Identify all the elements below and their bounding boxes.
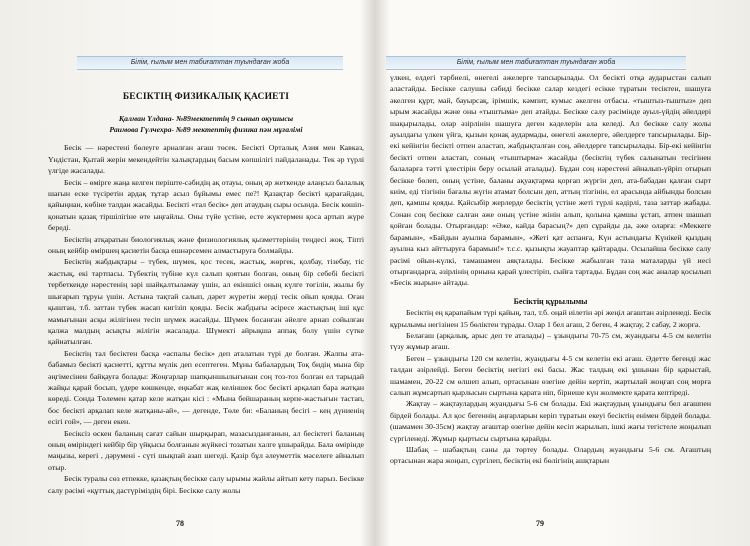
right-page-content bbox=[390, 72, 711, 467]
paragraph: Бесік туралы сөз етпекке, қазақтың бесікке салу ырымы жайлы айтып кету парыз. Бесікке салу рәсімі «құттық дастүріміздің бірі. Бесікке салу жолы bbox=[48, 474, 364, 495]
paragraph: Бесік – өмірге жаңа келген періште-сәбидің ақ отауы, оның әр жеткенде алаңсыз балалық шағын еске түсіретін ардақ тұтар асыл бұйымы емес пе?! Қазақтар бесікті қарағайдан, қайыңнан, көбіне талдан жасайды. Бесікті «тал бесік» деп атаудың сыры осында. Бесік көшіп-қонатын қазақ тіршілігіне өте ыңғайлы. Оны түйе үстіне, есте жүктермен қоса артып жүре береді. bbox=[48, 177, 364, 233]
author-line-2: Раимова Гүлчехра- №89 мектептің физика пән мұғалімі bbox=[109, 125, 303, 135]
paragraph: Бесік — нәрестені бөлеуге арналған ағаш төсек. Бесікті Орталық Азия мен Кавказ, Үндістан, Қытай жерін мекендейтін халықтардың басым көпшілігі пайдаланады. Тек әр түрлі үлгіде жасалады. bbox=[48, 143, 364, 176]
paragraph: Беген – ұзындығы 120 см келетін, жуандығы 4-5 см келетін екі ағаш. Әдетте бегенді жас талдан әзірлейді. Беген бесіктің негізгі екі басы. Жас талдың екі ұшынан бір қарыстай, шамамен, 20-22 см өлшеп алып, ортасынан өзегіне дейін кертіп, жартылай жоңғап соң морға салып жұмсартып қырлысын сыртына қарата иіп, бірнеше күн жолмекте қарата кептіреді. bbox=[390, 353, 711, 397]
paragraph: Белағаш (арқалық, арыс деп те аталады) – ұзындығы 70-75 см, жуандығы 4-5 см келетін түзу жұмыр ағаш. bbox=[390, 330, 711, 352]
page-header: Білім, ғылым мен табиғаттан туындаған жоба bbox=[386, 56, 686, 70]
left-page-content bbox=[48, 92, 364, 496]
paragraph: Шабақ – шабақтың саны да төртеу болады. Олардың жуандығы 5-6 см. Ағаштың ортасынан жара жоңып, сүргілеп, бесіктің екі бөлігінің ашқтарын bbox=[390, 445, 711, 466]
page-number: 79 bbox=[536, 519, 544, 528]
right-page bbox=[378, 0, 750, 546]
paragraph: Бесіксіз өскен баланың сағат сайын шырқырап, мазасызданғанын, ал бесіктегі баланың оның өміріндегі кейбір бір үйқысы болғанын жүйкесі тозатын халге ұшырайды. Бала өмірінде маңызы, керегі , дәрумені - сүті шықпай азап шегеді. Қазір бұл әлеуметтік мәселеге айналып отыр. bbox=[48, 428, 364, 472]
article-title: БЕСІКТІҢ ФИЗИКАЛЫҚ ҚАСИЕТІ bbox=[122, 92, 290, 102]
paragraph: Бесіктің атқаратын биологиялық және физиологиялық қызметтерінің теңдесі жоқ. Тіпті оның кейбір өміршең қасиетін басқа ешнәрсемен алмастыруға болмайды. bbox=[48, 234, 364, 256]
paragraph: Жақтау – жақтаулардың жуандығы 5-6 см болады. Екі жақтаудың ұзындығы бел ағашпен бірдей болады. Ал қос бегеннің аңғарларын керіп тұратын екеуі бесіктің енімен бірдей болады. (шамамен 30-35см) жақтау ағаштар өзегіне дейін кесіп жарылып, ішкі жағы тегістеле жоңылып сүргіленеді. Жұмыр қыртысы сыртына қарайды. bbox=[390, 399, 711, 443]
page-header: Білім, ғылым мен табиғаттан туындаған жоба bbox=[77, 56, 343, 70]
page-number: 78 bbox=[176, 519, 184, 528]
paragraph: Бесіктің тал бесіктен басқа «аспалы бесік» деп аталатын түрі де болған. Жалпы ата-бабамыз бесікті қасиетті, құтты мүлік деп есептеген. Мұны бабалардың Тоқ бидің мына бір әңгімесінен байқауға болады: Жоңғарлар шапқыншылығынан соң тоз-тоз болған ел тарыдай жайқы қарай босып, үдере көшкенде, еңкабат жақ келіншек бос бесікті арқалап бара жатқан көреді. Сонда Төлемен қатар келе жатқан кісі : «Мына бейшараның керпе-жастығын тастап, бос бесікті арқалап келе жатқаны-ай», — дегенде, Төле би: «Баланың бесігі – кең дүниенің есігі ғой», — деген екен. bbox=[48, 348, 364, 427]
paragraph: Бесіктің жабдықтары – түбек, шүмек, қос тесек, жастық, жөргек, қолбау, тізебау, тіс жастық, екі тартпасы. Түбектің түбіне күл салып қоятын болған, оның бір себебі бесікті тербеткенде нәрестенің зәрі шайқалтыламау үшін, ал екіншісі оның күлге төгілін, жылы бу шығарып тұруы үшін. Астына тақтай салып, дәрет жүретін жерді тесік ойып қояды. Оған қыштан, т.б. заттан түбек жасап кигізіп қояды. Бесік жабдығы әсіресе жастықтың іші құс мамығынан асқы жілігінен тесіп шүмек жасайды. Шүмек босанған әйелге арнап сойылған қалжа малдың асықты жілігін жасалады. Шүмекті айрықша аппақ болу үшін сүтке қайнатылған. bbox=[48, 257, 364, 347]
paragraph: үлкен, елдегі тәрбиелі, өнегелі әжелерге тапсырылады. Ол бесікті отқа аударыстан салып аластайды. Бесікке салушы сәбиді бесікке салар кездегі есікке тұратын тесіктен, шашуға әкелген құрт, май, бауырсақ, ірімшік, кәмпит, кумыс әкелген отбасы. «тыштыз-тыштыз» деп ырым жасайды және оны «тыштыма» деп атайды. Бесікке салу рәсімінде ауыл-үйдің әйелдері шақырылады, олар әзірлінін шашуға деген кәделерін ала келеді. Ал бесікке салу жолы ауылдағы үлкен үйга, қызын қонақ аудармады, өнегелі әжелерге, әйелдерге тапсырылады. Бір-екі кейінгін бесікті отпен аластап, жабдықталған соң, әйелдерге тапсырылады. Бір-екі кейінгін бесікті отпен аластап, соның «тыштырма» жасайды (бесіктің түбек салынатын тесігінен балаларға тәтті ұлестірін беру осылай аталады). Бұдан соң нәрестені айналып-үйріп отырып бесікке бөлеп, оның үстіне, баланы ақуақтарма қорғап жүргін деп, ата-бабадан қалған сырт киім, еді тізгінін бағалы жүгін атамат болсын деп, аттың тізгінін, ел арасында айбынды болсын деп, қамшы қояды. Қайсыбір жерлерде бесіктің үстіне жеті түрлі кәдірлі, таза заттар жабады. Сонан соң бесікке салған әже оның үстіне жінін алып, қолына қамшы ұстап, атпен шашып қойған болады. Отырғандар: «Әже, кайда барасың?» деп сұрайды да, әже оларға: «Меккеге барамын», «Байдын ауылна барамын», «Жеті қат аспанға, Күн астындағы Күнікей қыздың ауылна кыз айттыруға барамын!» т.с.с. қызықты жауаптар қайтарады. Осылайша бесікке салу рәсімі ойын-күлкі, тамашамен аяқталады. Бесікке жабылған таза маталарды үй иесі отырғандарға, әзірлінің орнына қарай ұлестіріп, сыйға тартады. Бұдан соң жас аналар қосылып «Бесік жырын» айтады. bbox=[390, 73, 711, 288]
author-line-1: Қалман Үлдана- №89мектептің 9 сынып оқушысы bbox=[118, 114, 294, 124]
section-title: Бесіктің құрылымы bbox=[513, 296, 588, 306]
paragraph: Бесіктің ең қарапайым түрі қайың, тал, т.б. оңай иілетін әрі жеңіл ағаштан әзірленеді. Бесік құрылымы негізінен 15 бөліктен тұрады. Олар 1 бел ағаш, 2 беген, 4 жақтау, 2 сабау, 2 жорға. bbox=[390, 308, 711, 329]
left-page bbox=[0, 0, 372, 546]
